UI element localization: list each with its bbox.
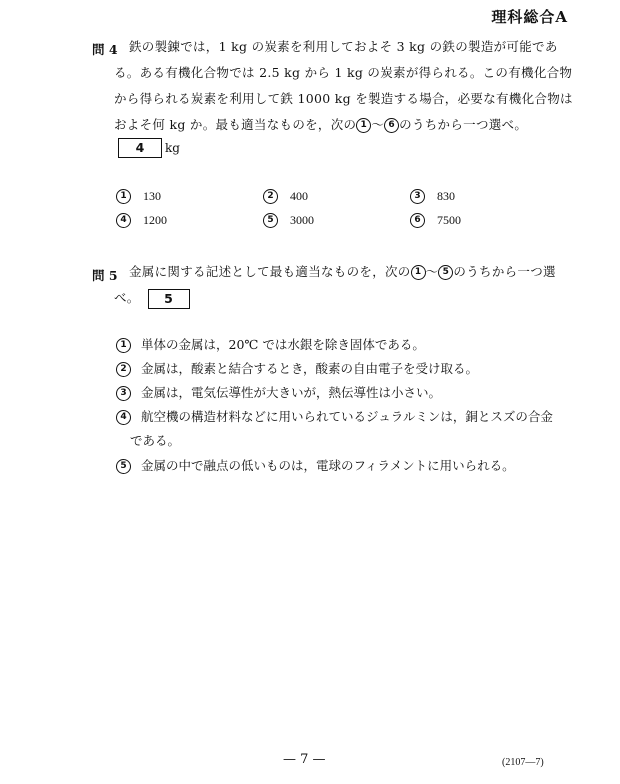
question-4-line-4: [114, 112, 527, 138]
question-4-line-3: から得られる炭素を利用して鉄 1000 kg を製造する場合，必要な有機化合物は: [114, 91, 573, 106]
page-number: — 7 —: [283, 752, 326, 767]
choice-4-value: 1200: [143, 213, 167, 227]
statement-3[interactable]: [116, 382, 441, 404]
range-end-marker: 6: [384, 118, 399, 133]
question-5-line-2: [114, 285, 190, 311]
choice-5-marker: 5: [263, 213, 278, 228]
choice-2-marker: 2: [263, 189, 278, 204]
range-end-marker: 5: [438, 265, 453, 280]
choice-2-value: 400: [290, 189, 308, 203]
question-5-line-2-text: べ。: [114, 290, 140, 305]
statement-3-text: 金属は，電気伝導性が大きいが，熱伝導性は小さい。: [141, 385, 442, 400]
statement-2-text: 金属は，酸素と結合するとき，酸素の自由電子を受け取る。: [141, 361, 479, 376]
choice-6-value: 7500: [437, 213, 461, 227]
question-4-line-2: る。ある有機化合物では 2.5 kg から 1 kg の炭素が得られる。この有機化合物: [114, 65, 573, 80]
choice-5[interactable]: [263, 213, 314, 228]
choice-4-marker: 4: [116, 213, 131, 228]
statement-1-marker: 1: [116, 338, 131, 353]
subject-title: 理科総合A: [491, 8, 568, 26]
statement-4-text: 航空機の構造材料などに用いられているジュラルミンは，銅とスズの合金: [141, 409, 553, 424]
choice-3-marker: 3: [410, 189, 425, 204]
choice-1[interactable]: [116, 189, 161, 204]
question-4-line-4-tail: のうちから一つ選べ。: [399, 117, 528, 132]
question-5-number: 問 5: [92, 268, 118, 283]
question-5-line-1-text: 金属に関する記述として最も適当なものを，次の: [129, 264, 411, 279]
answer-unit: kg: [165, 140, 180, 155]
choice-5-value: 3000: [290, 213, 314, 227]
statement-4-continuation: である。: [130, 433, 181, 448]
question-4-line-1: 鉄の製錬では，1 kg の炭素を利用しておよそ 3 kg の鉄の製造が可能であ: [129, 39, 558, 54]
statement-2[interactable]: [116, 358, 478, 380]
statement-4-marker: 4: [116, 410, 131, 425]
choice-1-value: 130: [143, 189, 161, 203]
statement-1[interactable]: [116, 334, 425, 356]
range-start-marker: 1: [411, 265, 426, 280]
answer-box-4[interactable]: 4: [118, 138, 162, 158]
answer-box-5[interactable]: 5: [148, 289, 190, 309]
range-separator: ～: [371, 117, 385, 132]
choice-3-value: 830: [437, 189, 455, 203]
range-separator: ～: [425, 264, 439, 279]
choice-1-marker: 1: [116, 189, 131, 204]
choice-3[interactable]: [410, 189, 455, 204]
exam-code: (2107—7): [502, 757, 544, 768]
range-start-marker: 1: [356, 118, 371, 133]
statement-5-marker: 5: [116, 459, 131, 474]
choice-6-marker: 6: [410, 213, 425, 228]
choice-6[interactable]: [410, 213, 461, 228]
statement-5[interactable]: [116, 455, 515, 477]
statement-2-marker: 2: [116, 362, 131, 377]
question-5-line-1-tail: のうちから一つ選: [453, 264, 556, 279]
statement-3-marker: 3: [116, 386, 131, 401]
question-4-answer-area: [118, 137, 180, 158]
statement-1-text: 単体の金属は，20℃ では水銀を除き固体である。: [141, 337, 425, 352]
choice-4[interactable]: [116, 213, 167, 228]
question-4-number: 問 4: [92, 42, 118, 57]
statement-4[interactable]: [116, 406, 553, 428]
question-4-line-4-text: およそ何 kg か。最も適当なものを，次の: [114, 117, 357, 132]
choice-2[interactable]: [263, 189, 308, 204]
question-5-line-1: [129, 259, 556, 285]
statement-5-text: 金属の中で融点の低いものは，電球のフィラメントに用いられる。: [141, 458, 515, 473]
